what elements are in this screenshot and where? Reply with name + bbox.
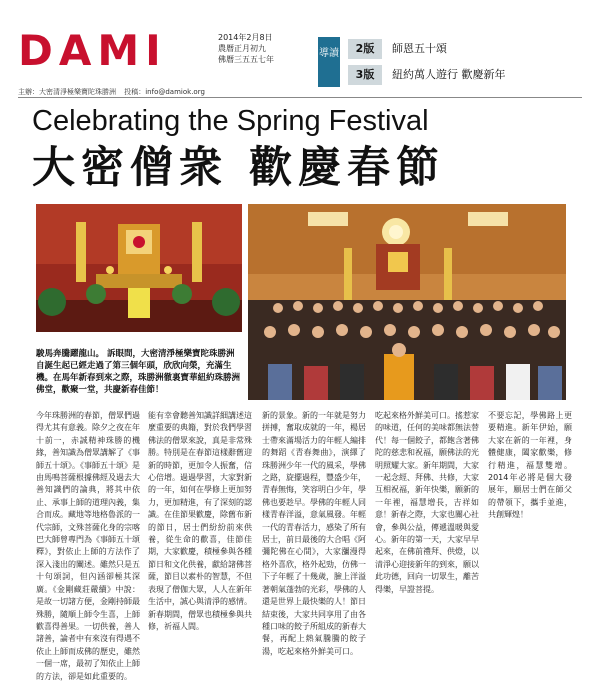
- headline-chinese: 大密僧衆 歡慶春節: [32, 143, 445, 193]
- editor-credit: 主辦：大密清淨極樂寶陀珠勝洲: [18, 88, 116, 96]
- date-line: 農曆正月初九: [218, 44, 266, 53]
- group-photo: [248, 204, 566, 400]
- contact-credit: 投稿：info@damiok.org: [124, 88, 205, 96]
- contents-guide: [318, 37, 564, 87]
- photo-caption: 駿馬奔騰躍龍山。 訴眼間，大密清淨極樂寶陀珠勝洲自誕生起已經走過了第三個年頭，欣欣向榮，充滿生機。在馬年新春到來之際，珠勝洲徹裏寶華紐約珠勝洲佛堂，歡聚一堂，共慶新春佳節！: [36, 349, 241, 395]
- credits-bar: [18, 86, 582, 98]
- article-column: 不要忘記，學佛路上更要精進。新年伊始，願大家在新的一年裡，身體健康，闔家歡樂，修行精進，福慧雙增。2014年必將是個大發展年，願居士們在師父的帶領下，攜手並進，共創輝煌！: [488, 411, 572, 520]
- page-tag: 3版: [348, 65, 382, 85]
- issue-date: [218, 32, 274, 65]
- article-column: 吃起來格外鮮美可口。搖惹家的味道，任何的美味都無法替代！每一個餃子，都飽含著佛陀的慈悲和祝福，願佛法的光明照耀大家。新年期間，大家一起念經、拜佛、共修，大家互相祝福，新年快樂，願新的一年裡，福慧增長，吉祥如意！新春之際，大家也關心社會，參與公益，傳遞溫暖與愛心。新年的第一天，大家早早起來，在佛前禮拜、供燈，以清淨心迎接新年的到來，願以此功德，回向一切眾生，離苦得樂，早證菩提。: [375, 411, 479, 594]
- shrine-photo: [36, 204, 242, 332]
- article-column: 今年珠勝洲的春節，僧眾們過得尤其有意義。除夕之夜在年十前一，赤誠精神珠勝的機緣，善知識為僧眾講解了《事師五十頌》。《事師五十頌》是由馬鳴菩薩根據佛經及過去大善知識們的論典，將其中依止、承事上師的道理內義，集合而成。藏地等地格魯派的一代宗師，文殊菩薩化身的宗喀巴大師曾專門為《事師五十頌釋》，對依止上師的方法作了深入淺出的闡述。雖然只是五十句頌詞，但內涵卻極其深廣。《金剛藏莊嚴續》中說：是故一切諸方便，金剛持師最殊勝，隨順上師令生喜，上師歡喜得善果。一切供養，善人諸善，論者中有來沒有得遇不依止上師而成佛的歷史，雖然一個一席，最初了知依止上師的方法，卻是如此重要的。: [36, 411, 140, 681]
- article-column: 能有幸會聽善知識詳細講述這麼重要的典籍，對於我們學習佛法的僧眾來說，真是非常殊勝。特別是在春節這樣辭舊迎新的時節，更加令人振奮，信心倍增。過過學習，大家對新的一年，如何在學修上更加努力，更加精進，有了深刻的認識。在佳節果歡慶，除舊布新的節日，居士們紛紛前來供養，從生命的歡喜，佳節佳期，大家歡慶，積極參與各種節日和文化供養，獻給諸佛菩薩，節目以素朴的智慧，不但表現了僧伽大眾，人人在新年生活中，誠心與清淨的感情。新春期間，僧眾也積極參與共修，祈福人間。: [148, 411, 252, 631]
- guide-label: 導讀: [318, 37, 340, 87]
- dami-logo: DAMI: [18, 26, 167, 75]
- article-column: 新的景象。新的一年就是努力拼搏，奮取成就的一年，楊居士帶來滿場活力的年輕人編排的舞蹈《青春舞曲》，演繹了珠勝洲少年一代的風采，學佛之路，旋擺過程，豐盛少年，青春無悔，笑容明白少年，學佛也要趁早。學佛的年輕人同樣青春洋溢，意氣風發。年輕一代的青春活力，感染了所有居士，前日最後的大合唱《阿彌陀佛在心間》，大家瀰漫得格外喜欣，格外起勁，仿佛一下子年輕了十幾歲，臉上洋溢著朝氣蓬勃的光彩，學佛的人還是世界上最快樂的人！節日結束後，大家共同享用了由各種口味的餃子所組成的新春大餐，再配上熱氣騰騰的餃子湯，吃起來格外鮮美可口。: [262, 411, 366, 656]
- date-line: 佛曆三五五七年: [218, 55, 274, 64]
- page-tag: 2版: [348, 39, 382, 59]
- guide-item[interactable]: [348, 39, 564, 59]
- masthead: [0, 0, 600, 90]
- guide-item-title: 紐約萬人遊行 歡慶新年: [392, 68, 506, 81]
- headline-english: Celebrating the Spring Festival: [32, 105, 429, 137]
- date-line: 2014年2月8日: [218, 33, 273, 42]
- guide-item-title: 師恩五十頌: [392, 42, 447, 55]
- guide-item[interactable]: [348, 65, 564, 85]
